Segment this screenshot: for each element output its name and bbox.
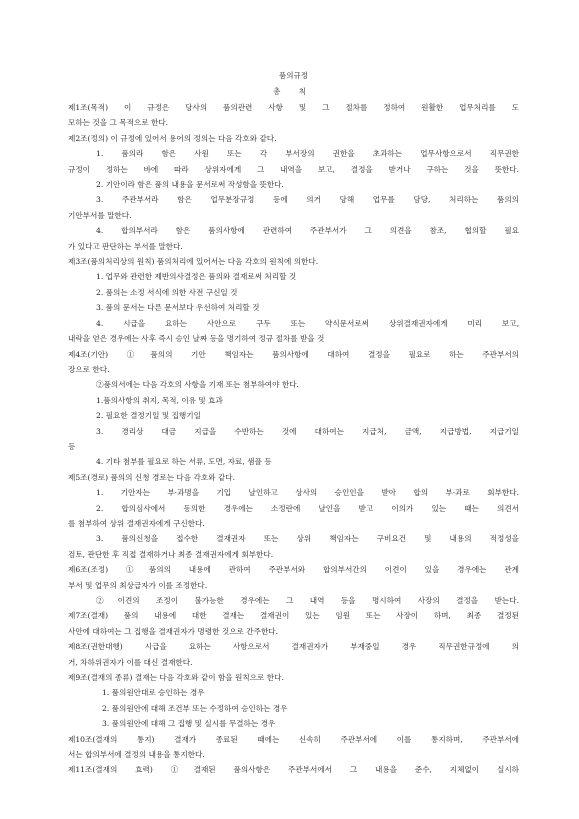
text-line: 1. 품의라 함은 사원 또는 각 부서장의 권한을 초과하는 업무사항으로서 직무권한 <box>96 149 519 159</box>
text-line: 사안에 대하여는 그 집행을 결재권자가 명령한 것으로 간주한다. <box>68 626 279 636</box>
text-line: 4. 합의부서라 함은 품의사항에 관련하여 주관부서가 그 의견을 참조, 협의할 필요 <box>96 226 519 236</box>
text-line: 등 <box>68 441 76 451</box>
text-line: 를 첨부하여 상위 결재권자에게 구신한다. <box>68 518 205 528</box>
text-line: 1. 기안자는 부·과명을 기입 날인하고 상사의 승인인을 받아 합의 부·과로 회부한다. <box>96 488 519 498</box>
text-line: 검토, 판단한 후 직접 결재하거나 최종 결재권자에게 회부한다. <box>68 549 274 559</box>
section-heading: 총 칙 <box>273 87 314 96</box>
text-line: 3. 품의 문서는 다른 문서보다 우선하여 처리할 것 <box>96 303 260 313</box>
text-line: 모하는 것을 그 목적으로 한다. <box>68 118 169 128</box>
text-line: 제9조(결재의 종류) 결재는 다음 각호와 같이 함을 원칙으로 한다. <box>68 673 284 683</box>
text-line: 제5조(경로) 품의의 신청 경로는 다음 각호와 같다. <box>68 472 236 482</box>
text-line: 3. 주관부서라 함은 업무분장규정 등에 의거 당해 업무를 담당, 처리하는 품의의 <box>96 195 519 205</box>
text-line: 4. 시급을 요하는 사안으로 구두 또는 약식문서로써 상위결재권자에게 미리 보고, <box>96 318 519 328</box>
text-line: 제7조(결재) 품의 내용에 대한 결재는 결재권이 있는 임원 또는 사장이 하며, 최종 결정된 <box>68 611 519 621</box>
text-line: 3. 경리상 대금 지급을 수반하는 것에 대하여는 지급처, 금액, 지급방법, 지급기일 <box>96 426 519 436</box>
text-line: 제11조(결재의 효력) ①결재된 품의사항은 주관부서에서 그 내용을 준수, 지체없이 실시하 <box>68 765 519 775</box>
text-line: 제1조(목적) 이 규정은 당사의 품의관련 사항 및 그 절차를 정하여 원활한 업무처리를 도 <box>68 103 519 112</box>
text-line: ②품의서에는 다음 각호의 사항을 기재 또는 첨부하여야 한다. <box>96 380 299 390</box>
text-line: 제3조(품의처리상의 원칙) 품의처리에 있어서는 다음 각호의 원칙에 의한다. <box>68 257 319 267</box>
text-line: 제10조(결재의 통지) 결재가 종료된 때에는 신속히 주관부서에 이를 통지하며, 주관부서에 <box>68 734 519 744</box>
text-line: 거, 차하위권자가 이를 대신 결재한다. <box>68 657 193 667</box>
text-line: 2. 필요한 결정기일 및 집행기일 <box>96 411 201 421</box>
text-line: 부서 및 업무의 최상급자가 이를 조정한다. <box>68 580 208 590</box>
text-line: 2. 품의원안에 대해 조건부 또는 수정하여 승인하는 경우 <box>102 703 288 713</box>
document-title: 품의규정 <box>279 71 308 80</box>
text-line: 가 있다고 판단하는 부서를 말한다. <box>68 241 183 251</box>
text-line: 기안부서를 말한다. <box>68 210 132 220</box>
document-body <box>68 100 519 778</box>
text-line: ②이견의 조정이 불가능한 경우에는 그 내역 등을 명시하여 사장의 결정을 받는다. <box>96 596 519 605</box>
text-line: 내락을 얻은 경우에는 사후 즉시 승인 날짜 등을 명기하여 정규 절차를 받을 것 <box>68 334 325 344</box>
text-line: 2. 기안이라 함은 품의 내용을 문서로써 작성함을 뜻한다. <box>96 180 284 190</box>
text-line: 1. 품의원안대로 승인하는 경우 <box>102 688 205 698</box>
text-line: 3. 품의원안에 대해 그 집행 및 실시를 무결하는 경우 <box>102 719 276 729</box>
text-line: 장으로 한다. <box>68 364 110 374</box>
text-line: 2. 합의심사에서 동의한 경우에는 소정란에 날인을 받고 이의가 있는 때는 의견서 <box>96 503 519 513</box>
text-line: 3. 품의신청을 접수한 결재권자 또는 상위 책임자는 구비요건 및 내용의 적정성을 <box>96 534 519 544</box>
text-line: 제8조(권한대행) 시급을 요하는 사항으로서 결재권자가 부재중일 경우 직무권한규정에 의 <box>68 642 519 652</box>
text-line: 제6조(조정) ①품의의 내용에 관하여 주관부서와 합의부서간의 이견이 있을 경우에는 관계 <box>68 565 519 575</box>
text-line: 서는 합의부서에 결정의 내용을 통지한다. <box>68 750 205 760</box>
text-line: 4. 기타 첨부를 필요로 하는 서류, 도면, 자료, 샘플 등 <box>96 457 272 467</box>
text-line: 1.품의사항의 취지, 목적, 이유 및 효과 <box>96 395 223 405</box>
text-line: 제4조(기안) ①품의의 기안 책임자는 품의사항에 대하여 결정을 필요로 하는 주관부서의 <box>68 349 519 359</box>
text-line: 규정이 정하는 바에 따라 상위자에게 그 내역을 보고, 결정을 받거나 구하는 것을 뜻한다. <box>68 164 519 174</box>
text-line: 1. 업무와 관련한 제반의사결정은 품의와 결재로써 처리할 것 <box>96 272 297 282</box>
text-line: 2. 품의는 소정 서식에 의한 사전 구신일 것 <box>96 287 238 297</box>
text-line: 제2조(정의) 이 규정에 있어서 용어의 정의는 다음 각호와 같다. <box>68 133 277 143</box>
